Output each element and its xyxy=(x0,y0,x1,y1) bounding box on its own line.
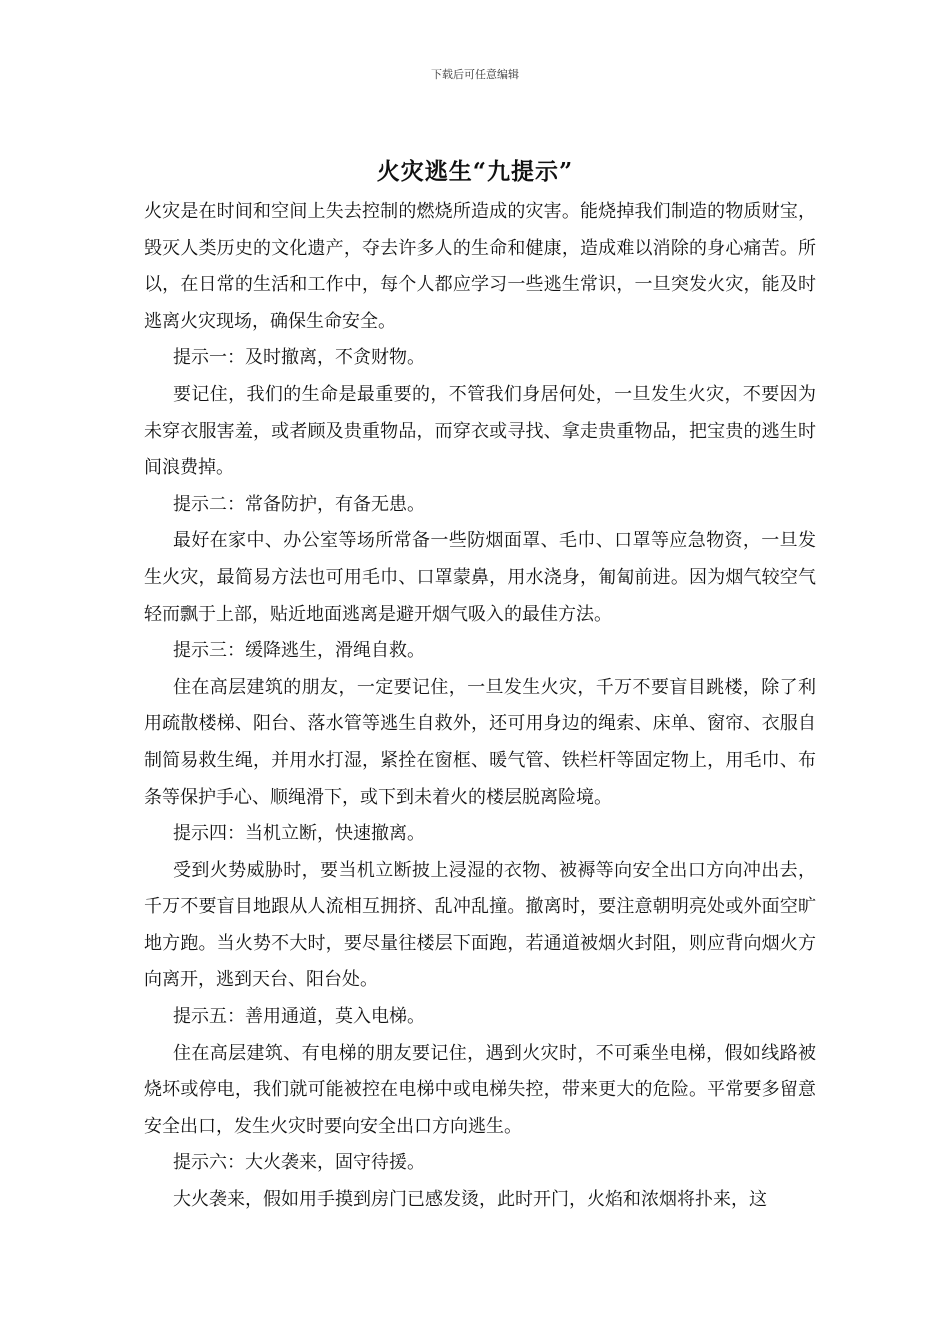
tip-heading-6: 提示六：大火袭来，固守待援。 xyxy=(173,1152,425,1174)
tip-paragraph-3: 住在高层建筑的朋友，一定要记住，一旦发生火灾，千万不要盲目跳楼，除了利用疏散楼梯、阳台、落水管等逃生自救外，还可用身边的绳索、床单、窗帘、衣服自制简易救生绳，并用水打湿，紧拴在窗框、暖气管、铁栏杆等固定物上，用毛巾、布条等保护手心、顺绳滑下，或下到未着火的楼层脱离险境。 xyxy=(144,676,816,808)
tip-paragraph-1: 要记住，我们的生命是最重要的，不管我们身居何处，一旦发生火灾，不要因为未穿衣服害羞，或者顾及贵重物品，而穿衣或寻找、拿走贵重物品，把宝贵的逃生时间浪费掉。 xyxy=(144,383,816,479)
header-note: 下载后可任意编辑 xyxy=(431,68,519,81)
intro-paragraph: 火灾是在时间和空间上失去控制的燃烧所造成的灾害。能烧掉我们制造的物质财宝，毁灭人类历史的文化遗产，夺去许多人的生命和健康，造成难以消除的身心痛苦。所以，在日常的生活和工作中，每个人都应学习一些逃生常识，一旦突发火灾，能及时逃离火灾现场，确保生命安全。 xyxy=(144,201,816,332)
tip-heading-1: 提示一：及时撤离，不贪财物。 xyxy=(173,347,425,369)
tip-paragraph-2: 最好在家中、办公室等场所常备一些防烟面罩、毛巾、口罩等应急物资，一旦发生火灾，最简易方法也可用毛巾、口罩蒙鼻，用水浇身，匍匐前进。因为烟气较空气轻而飘于上部，贴近地面逃离是避开烟气吸入的最佳方法。 xyxy=(144,530,816,625)
tip-paragraph-5: 住在高层建筑、有电梯的朋友要记住，遇到火灾时，不可乘坐电梯，假如线路被烧坏或停电，我们就可能被控在电梯中或电梯失控，带来更大的危险。平常要多留意安全出口，发生火灾时要向安全出口方向逃生。 xyxy=(144,1042,816,1137)
document-body xyxy=(144,194,816,1219)
tip-heading-4: 提示四：当机立断，快速撤离。 xyxy=(173,823,425,845)
tip-heading-2: 提示二：常备防护，有备无患。 xyxy=(173,493,425,515)
tip-paragraph-6: 大火袭来，假如用手摸到房门已感发烫，此时开门，火焰和浓烟将扑来，这 xyxy=(173,1189,767,1211)
tip-heading-3: 提示三：缓降逃生，滑绳自救。 xyxy=(173,640,425,662)
tip-heading-5: 提示五：善用通道，莫入电梯。 xyxy=(173,1006,425,1028)
tip-paragraph-4: 受到火势威胁时，要当机立断披上浸湿的衣物、被褥等向安全出口方向冲出去，千万不要盲目地跟从人流相互拥挤、乱冲乱撞。撤离时，要注意朝明亮处或外面空旷地方跑。当火势不大时，要尽量往楼层下面跑，若通道被烟火封阻，则应背向烟火方向离开，逃到天台、阳台处。 xyxy=(144,859,816,991)
document-title: 火灾逃生“九提示” xyxy=(376,158,574,185)
